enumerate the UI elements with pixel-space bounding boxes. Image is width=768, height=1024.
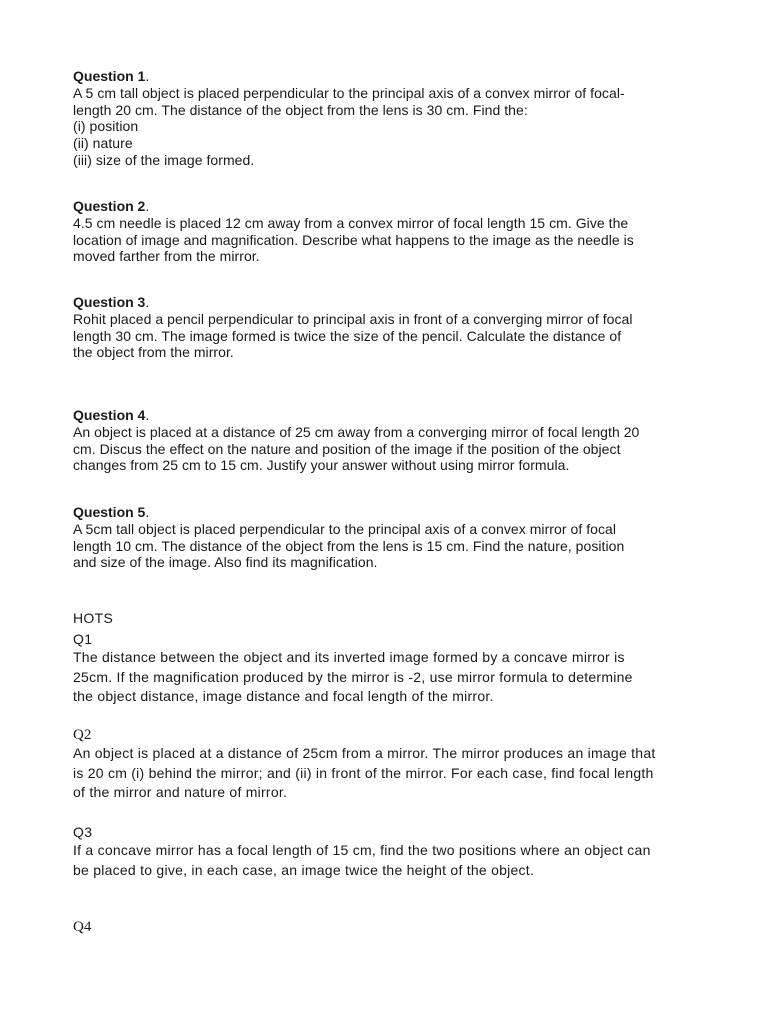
hots-q2-label: Q2 — [73, 727, 92, 743]
hots-q4 — [73, 918, 713, 936]
question-line: length 10 cm. The distance of the object from the lens is 15 cm. Find the nature, position — [73, 537, 625, 554]
hots-q1 — [73, 630, 713, 707]
hots-q2 — [73, 726, 713, 803]
question-5-body — [73, 521, 713, 571]
question-line: 4.5 cm needle is placed 12 cm away from a convex mirror of focal length 15 cm. Give the — [73, 215, 629, 231]
hots-line: 25cm. If the magnification produced by the mirror is -2, use mirror formula to determine — [73, 668, 633, 685]
hots-line: be placed to give, in each case, an image twice the height of the object. — [73, 861, 535, 878]
question-line: A 5 cm tall object is placed perpendicular to the principal axis of a convex mirror of focal- — [73, 85, 625, 101]
question-1-title: Question 1 — [73, 68, 146, 84]
hots-line: of the mirror and nature of mirror. — [73, 784, 288, 800]
hots-q2-body — [73, 744, 713, 803]
question-line: location of image and magnification. Describe what happens to the image as the needle is — [73, 231, 634, 248]
question-5-title: Question 5 — [73, 504, 146, 520]
question-line: length 30 cm. The image formed is twice the size of the pencil. Calculate the distance of — [73, 327, 622, 344]
question-2: Question 2. 4.5 cm needle is placed 12 cm away from a convex mirror of focal length 15 cm. Give the location of image and magnification. Describe what happens to the image as the needle is moved farther from the mirror. — [73, 198, 713, 265]
hots-line: The distance between the object and its inverted image formed by a concave mirror is — [73, 649, 625, 665]
hots-q4-label: Q4 — [73, 919, 92, 935]
question-3: Question 3. Rohit placed a pencil perpendicular to principal axis in front of a converging mirror of focal length 30 cm. The image formed is twice the size of the pencil. Calculate the distance of the object from the mirror. — [73, 294, 713, 361]
question-2-body — [73, 215, 713, 265]
question-line: A 5cm tall object is placed perpendicular to the principal axis of a convex mirror of focal — [73, 521, 617, 537]
question-line: and size of the image. Also find its magnification. — [73, 554, 378, 571]
question-3-title: Question 3 — [73, 294, 146, 310]
hots-heading: HOTS — [73, 610, 114, 626]
hots-line: the object distance, image distance and focal length of the mirror. — [73, 688, 494, 704]
question-line: moved farther from the mirror. — [73, 248, 260, 265]
hots-q1-label: Q1 — [73, 631, 93, 647]
question-line: (i) position — [73, 118, 139, 135]
hots-q1-body — [73, 648, 713, 707]
question-4-body — [73, 424, 713, 474]
hots-q3 — [73, 823, 713, 880]
question-1-body — [73, 85, 713, 169]
hots-q3-body — [73, 841, 713, 880]
question-line: the object from the mirror. — [73, 344, 234, 361]
hots-line: is 20 cm (i) behind the mirror; and (ii) in front of the mirror. For each case, find focal length — [73, 764, 654, 781]
question-1: Question 1. A 5 cm tall object is placed perpendicular to the principal axis of a convex mirror of focal- length 20 cm. The distance of the object from the lens is 30 cm. Find the: (i) position (ii) nature (iii) size of the image formed. — [73, 68, 713, 169]
question-line: (iii) size of the image formed. — [73, 151, 255, 168]
question-2-title: Question 2 — [73, 198, 146, 214]
hots-q3-label: Q3 — [73, 824, 93, 840]
question-line: An object is placed at a distance of 25 cm away from a converging mirror of focal length 20 — [73, 424, 640, 440]
question-line: (ii) nature — [73, 135, 133, 152]
question-4: Question 4. An object is placed at a distance of 25 cm away from a converging mirror of focal length 20 cm. Discus the effect on the nature and position of the image if the position of the object changes from 25 cm to 15 cm. Justify your answer without using mirror formula. — [73, 407, 713, 474]
question-line: length 20 cm. The distance of the object from the lens is 30 cm. Find the: — [73, 101, 528, 118]
question-line: changes from 25 cm to 15 cm. Justify your answer without using mirror formula. — [73, 457, 570, 474]
question-5: Question 5. A 5cm tall object is placed perpendicular to the principal axis of a convex mirror of focal length 10 cm. The distance of the object from the lens is 15 cm. Find the nature, position and size of the image. Also find its magnification. — [73, 504, 713, 571]
hots-line: An object is placed at a distance of 25cm from a mirror. The mirror produces an image that — [73, 745, 656, 761]
question-line: Rohit placed a pencil perpendicular to principal axis in front of a converging mirror of focal — [73, 311, 633, 327]
question-line: cm. Discus the effect on the nature and position of the image if the position of the object — [73, 440, 621, 457]
question-3-body — [73, 311, 713, 361]
question-4-title: Question 4 — [73, 407, 146, 423]
hots-line: If a concave mirror has a focal length of 15 cm, find the two positions where an object can — [73, 842, 651, 858]
